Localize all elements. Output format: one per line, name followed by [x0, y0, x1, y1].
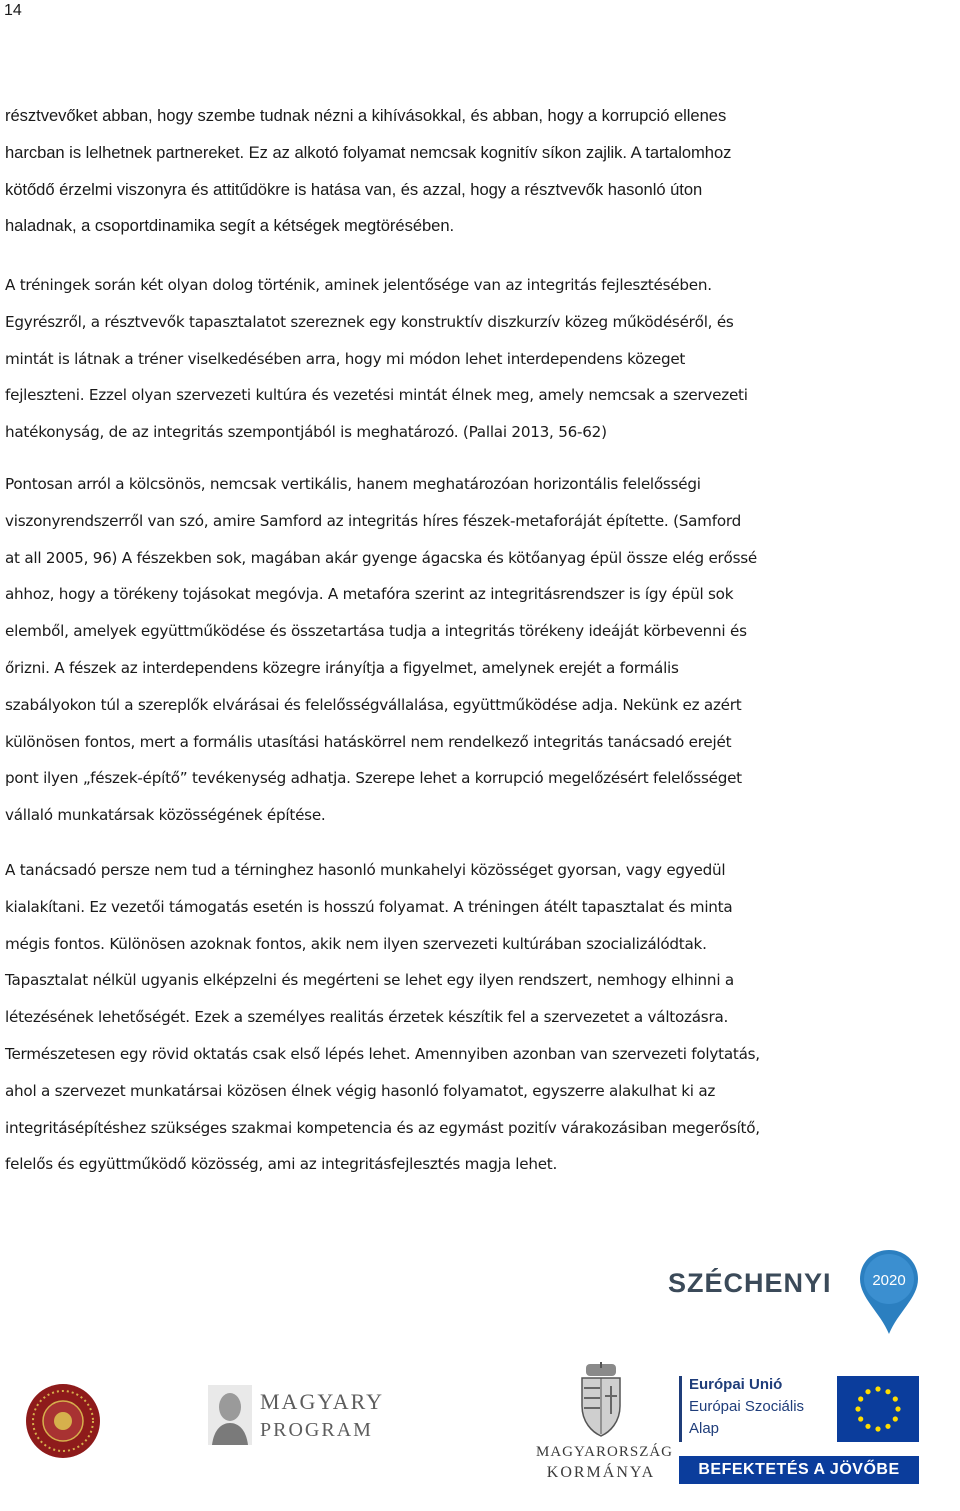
emblem-icon [24, 1382, 102, 1460]
eu-line-1: Európai Unió [689, 1376, 783, 1393]
text-line: A tanácsadó persze nem tud a térninghez hasonló munkahelyi közösséget gyorsan, vagy egyedül [5, 861, 726, 879]
paragraph-4 [5, 852, 955, 1183]
text-line: pont ilyen „fészek-építő” tevékenység adhatja. Szerepe lehet a korrupció megelőzésért felelősséget [5, 769, 742, 788]
text-line: résztvevőket abban, hogy szembe tudnak nézni a kihívásokkal, és abban, hogy a korrupció ellenes [5, 106, 727, 125]
szechenyi-2020-logo [668, 1248, 918, 1338]
text-line: haladnak, a csoportdinamika segít a kétségek megtörésében. [5, 216, 455, 236]
text-line: mégis fontos. Különösen azoknak fontos, akik nem ilyen szervezeti kultúrában szocializálódtak. [5, 934, 707, 953]
magyary-subtitle: PROGRAM [260, 1419, 373, 1441]
eu-accent-bar [679, 1376, 682, 1442]
paragraph-2 [5, 267, 955, 451]
text-line: ahhoz, hogy a törékeny tojásokat megóvja. A metafóra szerint az integritásrendszer is így épül sok [5, 585, 734, 604]
coat-of-arms-icon [576, 1362, 626, 1438]
text-line: mintát is látnak a tréner viselkedésében arra, hogy mi módon lehet interdependens közeget [5, 349, 686, 368]
paragraph-3 [5, 466, 955, 834]
eu-banner: BEFEKTETÉS A JÖVŐBE [679, 1456, 919, 1484]
text-line: Pontosan arról a kölcsönös, nemcsak vertikális, hanem meghatározóan horizontális felelősségi [5, 475, 701, 493]
text-line: szabályokon túl a szereplők elvárásai és felelősségvállalása, együttműködése adja. Nekünk ez azért [5, 695, 742, 714]
round-emblem-logo [24, 1382, 102, 1460]
text-line: at all 2005, 96) A fészekben sok, magában akár gyenge ágacska és kötőanyag épül össze elég erőssé [5, 548, 757, 567]
page-number: 14 [4, 2, 22, 19]
text-line: integritásépítéshez szükséges szakmai kompetencia és az egymást pozitív várakozásiban megerősítő, [5, 1118, 760, 1137]
magyary-title: MAGYARY [260, 1389, 385, 1414]
government-line-1: MAGYARORSZÁG [536, 1444, 674, 1460]
szechenyi-wordmark: SZÉCHENYI [668, 1268, 832, 1298]
text-line: fejleszteni. Ezzel olyan szervezeti kultúra és vezetési mintát élnek meg, amely nemcsak a szervezeti [5, 386, 748, 405]
text-line: elemből, amelyek együttműködése és összetartása tudja a integritás törékeny ideáját körbevenni és [5, 622, 747, 641]
eu-line-3: Alap [689, 1420, 720, 1437]
hungarian-government-logo [536, 1362, 674, 1492]
text-line: vállaló munkatársak közösségének építése. [5, 806, 326, 825]
map-pin-icon [858, 1248, 920, 1336]
year-label: 2020 [872, 1272, 906, 1289]
text-line: őrizni. A fészek az interdependens közegre irányítja a figyelmet, amelynek erejét a formális [5, 658, 679, 677]
eu-line-2: Európai Szociális [689, 1398, 805, 1415]
text-line: ahol a szervezet munkatársai közösen élnek végig hasonló folyamatot, egyszerre alakulhat ki az [5, 1081, 716, 1100]
text-line: Egyrészről, a résztvevők tapasztalatot szereznek egy konstruktív diszkurzív közeg működéséről, és [5, 312, 734, 331]
text-line: kialakítani. Ez vezetői támogatás esetén is hosszú folyamat. A tréningen átélt tapasztalat és minta [5, 897, 733, 916]
text-line: Tapasztalat nélkül ugyanis elképzelni és megérteni se lehet egy ilyen rendszert, nemhogy elhinni a [5, 971, 734, 990]
text-line: hatékonyság, de az integritás szempontjából is meghatározó. (Pallai 2013, 56-62) [5, 423, 607, 442]
portrait-icon [208, 1385, 252, 1445]
text-line: viszonyrendszerről van szó, amire Samford az integritás híres fészek-metaforáját építette. (Samford [5, 511, 741, 530]
eu-flag-icon [837, 1376, 919, 1442]
text-line: kötődő érzelmi viszonyra és attitűdökre is hatása van, és azzal, hogy a résztvevők hasonló úton [5, 179, 703, 199]
text-line: harcban is lelhetnek partnereket. Ez az alkotó folyamat nemcsak kognitív síkon zajlik. A tartalomhoz [5, 142, 732, 162]
text-line: A tréningek során két olyan dolog történik, aminek jelentősége van az integritás fejlesztésében. [5, 276, 712, 294]
eu-esf-logo [679, 1372, 919, 1486]
magyary-program-logo [208, 1385, 385, 1449]
text-line: különösen fontos, mert a formális utasítási hatáskörrel nem rendelkező integritás tanácsadó erejét [5, 732, 732, 751]
text-line: felelős és együttműködő közösség, ami az integritásfejlesztés magja lehet. [5, 1155, 558, 1174]
text-line: létezésének lehetőségét. Ezek a személyes realitás érzetek készítik fel a szervezetet a változásra. [5, 1008, 729, 1027]
government-line-2: KORMÁNYA [546, 1464, 656, 1481]
text-line: Természetesen egy rövid oktatás csak első lépés lehet. Amennyiben azonban van szervezeti folytatás, [5, 1044, 760, 1063]
paragraph-1 [5, 98, 955, 245]
